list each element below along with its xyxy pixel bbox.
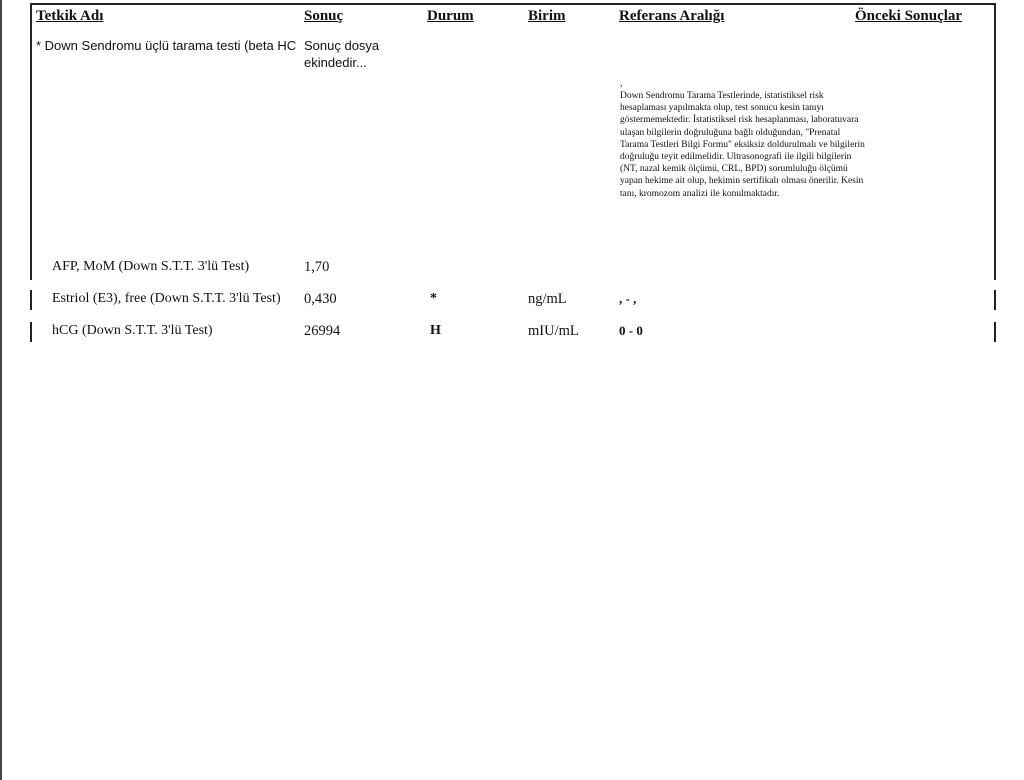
- page-left-border: [0, 0, 2, 780]
- reference-hcg: 0 - 0: [619, 323, 643, 338]
- header-status: Durum: [427, 8, 474, 24]
- table-frame-right: [994, 4, 996, 280]
- reference-note-text: Down Sendromu Tarama Testlerinde, istatistiksel risk hesaplaması yapılmakta olup, test sonucu kesin tanıyı göstermemektedir. İstatistiksel risk hesaplanması, laboratuvara ulaşan bilgilerin doğruluğuna bağlı olduğundan, "Prenatal Tarama Testleri Bilgi Formu" eksiksiz doldurulmalı ve bilgilerin doğruluğu teyit edilmelidir. Ultrasonografi ile ilgili bilgilerin (NT, nazal kemik ölçümü, CRL, BPD) sorumluluğu ölçümü yapan hekime ait olup, hekimin sertifikalı olması önerilir. Kesin tanı, kromozom analizi ile konulmaktadır.: [620, 91, 865, 199]
- row-tick-left: [30, 290, 32, 310]
- header-previous: Önceki Sonuçlar: [855, 8, 963, 24]
- reference-note: [620, 78, 870, 200]
- row-tick-left: [30, 322, 32, 342]
- reference-mark: ,: [620, 79, 623, 89]
- table-top-rule: [30, 3, 996, 5]
- test-name-down-syndrome: * Down Sendromu üçlü tarama testi (beta HC: [36, 38, 297, 53]
- header-result: Sonuç: [304, 8, 344, 24]
- header-reference: Referans Aralığı: [619, 8, 725, 24]
- result-estriol: 0,430: [304, 291, 337, 307]
- test-name-afp: AFP, MoM (Down S.T.T. 3'lü Test): [52, 259, 250, 274]
- row-tick-right: [994, 322, 996, 342]
- result-hcg: 26994: [304, 323, 341, 339]
- result-afp: 1,70: [304, 259, 330, 275]
- row-tick-right: [994, 290, 996, 310]
- header-test-name: Tetkik Adı: [36, 8, 104, 24]
- unit-estriol: ng/mL: [528, 291, 567, 307]
- status-hcg: H: [430, 323, 441, 338]
- unit-hcg: mIU/mL: [528, 323, 579, 339]
- result-down-syndrome: Sonuç dosya ekindedir...: [304, 38, 380, 70]
- test-name-estriol: Estriol (E3), free (Down S.T.T. 3'lü Test): [52, 291, 281, 306]
- header-unit: Birim: [528, 8, 566, 24]
- status-estriol: *: [430, 291, 437, 306]
- table-frame-left: [30, 4, 32, 280]
- test-name-hcg: hCG (Down S.T.T. 3'lü Test): [52, 323, 213, 338]
- reference-estriol: , - ,: [619, 291, 637, 306]
